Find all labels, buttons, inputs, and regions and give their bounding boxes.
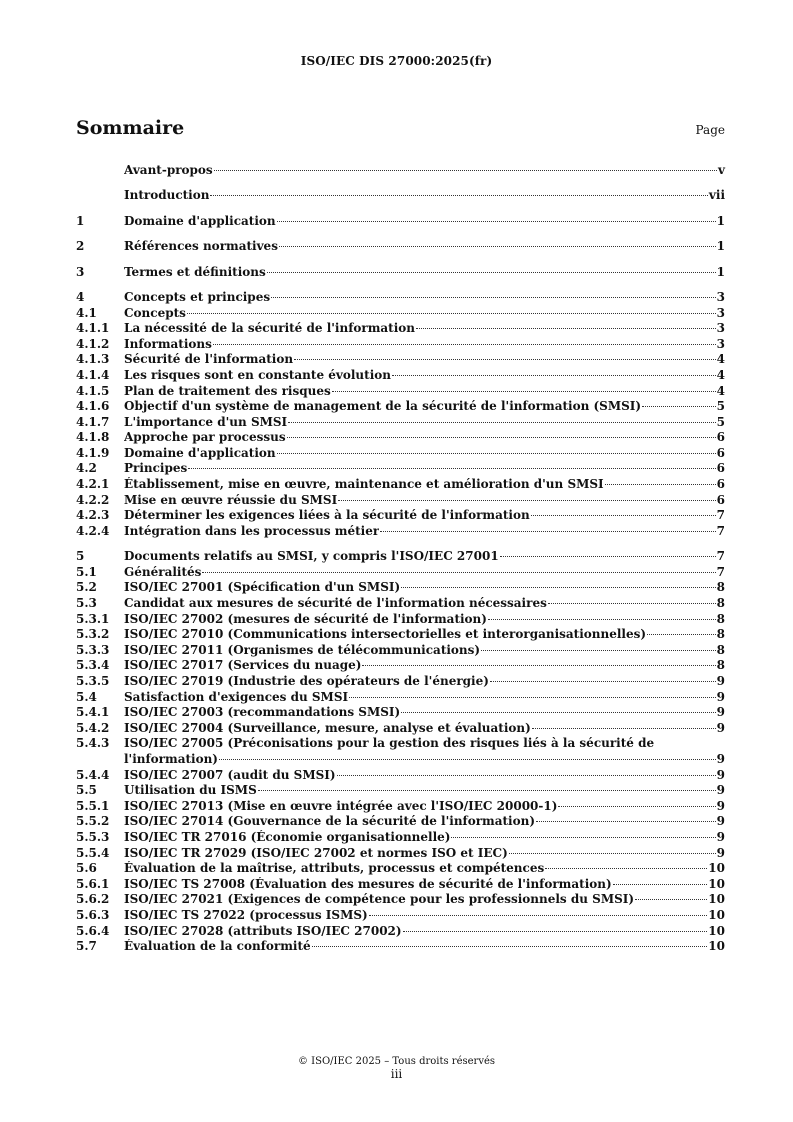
- toc-entry-number: 1: [76, 213, 85, 228]
- toc-entry-page: 4: [716, 352, 725, 367]
- toc-dot-leader: [392, 375, 716, 376]
- toc-dot-leader: [401, 712, 715, 713]
- toc-entry-page: 9: [716, 751, 725, 766]
- toc-entry[interactable]: [76, 627, 725, 643]
- toc-entry[interactable]: [76, 908, 725, 924]
- toc-dot-leader: [338, 500, 715, 501]
- toc-entry[interactable]: [76, 658, 725, 674]
- toc-entry-title: ISO/IEC 27004 (Surveillance, mesure, analyse et évaluation): [124, 720, 531, 735]
- toc-dot-leader: [267, 272, 716, 273]
- toc-entry-page: 9: [716, 767, 725, 782]
- toc-dot-leader: [635, 899, 707, 900]
- toc-entry-number: 5.2: [76, 580, 97, 595]
- toc-entry-title: Mise en œuvre réussie du SMSI: [124, 492, 338, 507]
- toc-entry-title: Candidat aux mesures de sécurité de l'information nécessaires: [124, 596, 547, 611]
- toc-dot-leader: [294, 359, 716, 360]
- toc-entry[interactable]: [76, 596, 725, 612]
- toc-entry-number: 5.4.3: [76, 736, 110, 751]
- toc-entry[interactable]: [76, 321, 725, 337]
- toc-entry[interactable]: [76, 265, 725, 281]
- toc-entry-title: Utilisation du ISMS: [124, 783, 257, 798]
- toc-entry[interactable]: [76, 446, 725, 462]
- toc-entry[interactable]: [76, 188, 725, 204]
- toc-dot-leader: [277, 453, 716, 454]
- toc-entry-title-continued: l'information): [124, 751, 218, 766]
- toc-entry-title: ISO/IEC 27010 (Communications intersectorielles et interorganisationnelles): [124, 627, 647, 642]
- toc-entry-title-block: [124, 736, 725, 767]
- toc-entry-number: 4.1.6: [76, 399, 110, 414]
- toc-entry-number: 5.3.3: [76, 642, 110, 657]
- toc-entry-page: 8: [716, 627, 725, 642]
- toc-entry-page: 9: [716, 705, 725, 720]
- toc-entry-title: ISO/IEC 27001 (Spécification d'un SMSI): [124, 580, 401, 595]
- toc-entry[interactable]: [76, 352, 725, 368]
- toc-entry-title: Satisfaction d'exigences du SMSI: [124, 689, 349, 704]
- toc-entry[interactable]: [76, 612, 725, 628]
- document-header-id: ISO/IEC DIS 27000:2025(fr): [300, 54, 493, 68]
- toc-entry[interactable]: [76, 799, 725, 815]
- toc-title: Sommaire: [76, 117, 185, 139]
- page-footer: [0, 1055, 793, 1081]
- toc-entry-number: 4.2.4: [76, 523, 110, 538]
- toc-entry[interactable]: [76, 368, 725, 384]
- toc-dot-leader: [332, 391, 716, 392]
- toc-page-column-label: Page: [695, 123, 725, 137]
- toc-entry-page: 6: [716, 477, 725, 492]
- toc-entry-page: 10: [708, 939, 725, 954]
- toc-dot-leader: [509, 853, 716, 854]
- toc-entry-number: 5.3.4: [76, 658, 110, 673]
- toc-entry-page: 7: [716, 549, 725, 564]
- toc-dot-leader: [337, 775, 716, 776]
- toc-entry[interactable]: [76, 783, 725, 799]
- toc-entry-number: 4.1.5: [76, 383, 110, 398]
- toc-entry-title: ISO/IEC 27005 (Préconisations pour la gestion des risques liés à la sécurité de: [124, 736, 655, 751]
- toc-entry-page: 9: [716, 783, 725, 798]
- toc-entry-number: 5.4.4: [76, 767, 110, 782]
- toc-entry-number: 4.1.8: [76, 430, 110, 445]
- toc-entry[interactable]: [76, 736, 725, 767]
- toc-entry-number: 5.5.2: [76, 814, 110, 829]
- toc-entry-title: Objectif d'un système de management de la sécurité de l'information (SMSI): [124, 399, 642, 414]
- toc-entry-number: 4.1.1: [76, 321, 110, 336]
- toc-entry-page: 1: [716, 264, 725, 279]
- toc-dot-leader: [545, 868, 707, 869]
- page-number: iii: [390, 1067, 403, 1081]
- toc-entry-page: 6: [716, 430, 725, 445]
- toc-entry-page: 3: [716, 321, 725, 336]
- toc-dot-leader: [531, 515, 716, 516]
- toc-entry-page: 6: [716, 445, 725, 460]
- toc-entry-title: Déterminer les exigences liées à la sécurité de l'information: [124, 508, 530, 523]
- toc-entry[interactable]: [76, 877, 725, 893]
- toc-dot-leader: [558, 806, 715, 807]
- toc-entry-page: 9: [716, 720, 725, 735]
- toc-entry[interactable]: [76, 768, 725, 784]
- toc-entry[interactable]: [76, 337, 725, 353]
- toc-dot-leader: [613, 884, 708, 885]
- toc-entry-page: 9: [716, 674, 725, 688]
- toc-entry-title: Domaine d'application: [124, 445, 276, 460]
- table-of-contents: [76, 163, 725, 955]
- toc-entry-page: 1: [716, 213, 725, 228]
- toc-entry[interactable]: [76, 430, 725, 446]
- toc-dot-leader: [187, 313, 716, 314]
- toc-dot-leader: [605, 484, 716, 485]
- toc-entry-number: 4.1.3: [76, 352, 110, 367]
- toc-entry-title: Informations: [124, 336, 212, 351]
- toc-entry[interactable]: [76, 690, 725, 706]
- toc-dot-leader: [219, 759, 716, 760]
- toc-entry-title: Les risques sont en constante évolution: [124, 367, 391, 382]
- toc-entry-title: Concepts: [124, 305, 186, 320]
- toc-entry-page: vii: [708, 188, 725, 203]
- toc-entry-page: 4: [716, 383, 725, 398]
- toc-entry[interactable]: [76, 565, 725, 581]
- toc-entry[interactable]: [76, 924, 725, 940]
- toc-entry-title: ISO/IEC 27017 (Services du nuage): [124, 658, 362, 673]
- toc-entry-number: 5.6.2: [76, 892, 110, 907]
- toc-entry-page: 8: [716, 596, 725, 611]
- toc-entry-page: 6: [716, 492, 725, 507]
- toc-entry-number: 5.4.2: [76, 720, 110, 735]
- toc-entry[interactable]: [76, 892, 725, 908]
- toc-entry-title: Évaluation de la maîtrise, attributs, processus et compétences: [124, 861, 545, 876]
- toc-dot-leader: [271, 297, 716, 298]
- toc-entry-page: 9: [716, 814, 725, 829]
- toc-entry[interactable]: [76, 705, 725, 721]
- toc-entry[interactable]: [76, 721, 725, 737]
- toc-entry-number: 5.3.2: [76, 627, 110, 642]
- toc-entry-number: 5.4.1: [76, 705, 110, 720]
- toc-entry-page: 10: [708, 892, 725, 907]
- toc-entry-number: 5.5.4: [76, 845, 110, 860]
- toc-entry-title: ISO/IEC TS 27022 (processus ISMS): [124, 907, 368, 922]
- toc-entry-title: L'importance d'un SMSI: [124, 414, 288, 429]
- toc-entry-title: Termes et définitions: [124, 264, 266, 279]
- toc-entry-number: 5.3: [76, 596, 97, 611]
- toc-entry-number: 5.6.4: [76, 923, 110, 938]
- toc-entry-number: 5: [76, 549, 85, 564]
- toc-entry-title: Domaine d'application: [124, 213, 276, 228]
- toc-entry-number: 4.2.1: [76, 477, 110, 492]
- toc-entry[interactable]: [76, 861, 725, 877]
- toc-entry-title: Avant-propos: [124, 163, 213, 177]
- toc-entry[interactable]: [76, 493, 725, 509]
- toc-entry-title: ISO/IEC TS 27008 (Évaluation des mesures de sécurité de l'information): [124, 876, 612, 891]
- toc-dot-leader: [548, 603, 716, 604]
- toc-entry[interactable]: [76, 306, 725, 322]
- toc-entry-page: 5: [716, 414, 725, 429]
- toc-dot-leader: [214, 170, 717, 171]
- toc-entry-page: 9: [716, 829, 725, 844]
- toc-entry-number: 4.1.2: [76, 336, 110, 351]
- toc-entry-title: ISO/IEC TR 27029 (ISO/IEC 27002 et normes ISO et IEC): [124, 845, 508, 860]
- toc-entry-title: ISO/IEC 27003 (recommandations SMSI): [124, 705, 401, 720]
- toc-entry[interactable]: [76, 384, 725, 400]
- toc-entry-number: 5.5.1: [76, 798, 110, 813]
- toc-entry-title: ISO/IEC 27019 (Industrie des opérateurs de l'énergie): [124, 674, 489, 688]
- toc-entry-number: 5.5.3: [76, 829, 110, 844]
- toc-entry[interactable]: [76, 939, 725, 955]
- toc-dot-leader: [288, 422, 715, 423]
- toc-dot-leader: [403, 931, 708, 932]
- toc-dot-leader: [213, 344, 716, 345]
- toc-entry-number: 5.5: [76, 783, 97, 798]
- toc-entry-title: Introduction: [124, 188, 210, 203]
- toc-entry-title: ISO/IEC 27007 (audit du SMSI): [124, 767, 336, 782]
- toc-entry[interactable]: [76, 580, 725, 596]
- toc-title-row: [76, 117, 725, 139]
- toc-entry-number: 5.6.1: [76, 876, 110, 891]
- toc-entry-number: 5.3.5: [76, 674, 110, 688]
- toc-entry-page: 8: [716, 642, 725, 657]
- toc-dot-leader: [451, 837, 715, 838]
- toc-entry-page: 9: [716, 689, 725, 704]
- toc-entry-title: Plan de traitement des risques: [124, 383, 331, 398]
- toc-dot-leader: [362, 665, 715, 666]
- toc-entry-page: v: [718, 163, 725, 177]
- toc-entry-page: 3: [716, 289, 725, 304]
- toc-entry-title: Établissement, mise en œuvre, maintenance et amélioration d'un SMSI: [124, 477, 604, 492]
- toc-entry-page: 10: [708, 876, 725, 891]
- toc-dot-leader: [416, 328, 716, 329]
- toc-entry-number: 5.6.3: [76, 907, 110, 922]
- toc-entry-number: 4: [76, 289, 85, 304]
- toc-entry[interactable]: [76, 524, 725, 540]
- toc-entry[interactable]: [76, 415, 725, 431]
- toc-entry-number: 5.4: [76, 689, 97, 704]
- toc-entry-number: 4.2: [76, 461, 97, 476]
- toc-entry-number: 5.1: [76, 564, 97, 579]
- toc-entry-title: ISO/IEC TR 27016 (Économie organisationnelle): [124, 829, 451, 844]
- toc-entry-title: Intégration dans les processus métier: [124, 523, 380, 538]
- toc-entry-page: 3: [716, 305, 725, 320]
- copyright-notice: © ISO/IEC 2025 – Tous droits réservés: [297, 1056, 496, 1067]
- toc-entry-page: 10: [708, 923, 725, 938]
- toc-dot-leader: [287, 437, 716, 438]
- toc-entry-title: ISO/IEC 27028 (attributs ISO/IEC 27002): [124, 923, 402, 938]
- toc-entry-title: ISO/IEC 27021 (Exigences de compétence pour les professionnels du SMSI): [124, 892, 635, 907]
- toc-dot-leader: [488, 619, 716, 620]
- toc-entry[interactable]: [76, 461, 725, 477]
- toc-entry-title: Généralités: [124, 564, 202, 579]
- toc-entry-number: 4.1.7: [76, 414, 110, 429]
- toc-dot-leader: [349, 697, 716, 698]
- toc-entry-title: La nécessité de la sécurité de l'information: [124, 321, 415, 336]
- toc-entry[interactable]: [76, 163, 725, 179]
- toc-dot-leader: [312, 946, 708, 947]
- toc-entry[interactable]: [76, 399, 725, 415]
- toc-dot-leader: [277, 221, 716, 222]
- toc-entry-page: 1: [716, 239, 725, 254]
- toc-entry-number: 3: [76, 264, 85, 279]
- toc-entry-title: Approche par processus: [124, 430, 286, 445]
- toc-entry[interactable]: [76, 290, 725, 306]
- toc-entry-page: 4: [716, 367, 725, 382]
- toc-entry-page: 10: [708, 907, 725, 922]
- toc-entry[interactable]: [76, 477, 725, 493]
- toc-entry[interactable]: [76, 239, 725, 255]
- toc-dot-leader: [202, 572, 715, 573]
- toc-entry-number: 4.1.4: [76, 367, 110, 382]
- toc-dot-leader: [481, 650, 716, 651]
- toc-dot-leader: [279, 246, 716, 247]
- toc-entry[interactable]: [76, 549, 725, 565]
- toc-dot-leader: [500, 556, 716, 557]
- toc-entry-title: ISO/IEC 27013 (Mise en œuvre intégrée avec l'ISO/IEC 20000-1): [124, 798, 558, 813]
- toc-entry-number: 4.1.9: [76, 445, 110, 460]
- toc-entry-page: 6: [716, 461, 725, 476]
- toc-dot-leader: [369, 915, 708, 916]
- toc-dot-leader: [188, 468, 715, 469]
- toc-entry[interactable]: [76, 846, 725, 862]
- toc-entry[interactable]: [76, 508, 725, 524]
- toc-entry-title: ISO/IEC 27011 (Organismes de télécommunications): [124, 642, 481, 657]
- toc-entry-number: 5.7: [76, 939, 97, 954]
- toc-entry-title: Concepts et principes: [124, 289, 271, 304]
- toc-entry[interactable]: [76, 814, 725, 830]
- toc-dot-leader: [258, 790, 716, 791]
- toc-dot-leader: [490, 681, 716, 682]
- toc-entry-number: 4.2.3: [76, 508, 110, 523]
- toc-entry-page: 8: [716, 658, 725, 673]
- toc-entry-number: 4.2.2: [76, 492, 110, 507]
- toc-entry-page: 7: [716, 564, 725, 579]
- toc-entry-title: Évaluation de la conformité: [124, 939, 311, 954]
- toc-entry-number: 4.1: [76, 305, 97, 320]
- toc-entry-title: Sécurité de l'information: [124, 352, 294, 367]
- toc-entry-number: 2: [76, 239, 85, 254]
- toc-dot-leader: [210, 195, 707, 196]
- toc-dot-leader: [380, 531, 715, 532]
- toc-dot-leader: [647, 634, 716, 635]
- toc-entry-title: Principes: [124, 461, 188, 476]
- toc-dot-leader: [401, 587, 715, 588]
- toc-entry-page: 7: [716, 508, 725, 523]
- toc-entry-page: 8: [716, 580, 725, 595]
- toc-entry-page: 9: [716, 845, 725, 860]
- toc-dot-leader: [536, 821, 716, 822]
- toc-entry[interactable]: [76, 674, 725, 690]
- toc-entry[interactable]: [76, 830, 725, 846]
- toc-entry[interactable]: [76, 214, 725, 230]
- toc-entry-page: 3: [716, 336, 725, 351]
- toc-entry[interactable]: [76, 643, 725, 659]
- toc-dot-leader: [642, 406, 716, 407]
- toc-entry-title: Références normatives: [124, 239, 278, 254]
- toc-entry-title: ISO/IEC 27014 (Gouvernance de la sécurité de l'information): [124, 814, 536, 829]
- toc-entry-number: 5.3.1: [76, 611, 110, 626]
- toc-entry-title: Documents relatifs au SMSI, y compris l'ISO/IEC 27001: [124, 549, 499, 564]
- toc-entry-page: 10: [708, 861, 725, 876]
- toc-entry-page: 9: [716, 798, 725, 813]
- toc-entry-page: 5: [716, 399, 725, 414]
- toc-entry-page: 8: [716, 611, 725, 626]
- toc-entry-page: 7: [716, 523, 725, 538]
- toc-entry-title: ISO/IEC 27002 (mesures de sécurité de l'information): [124, 611, 487, 626]
- toc-dot-leader: [532, 728, 716, 729]
- toc-entry-number: 5.6: [76, 861, 97, 876]
